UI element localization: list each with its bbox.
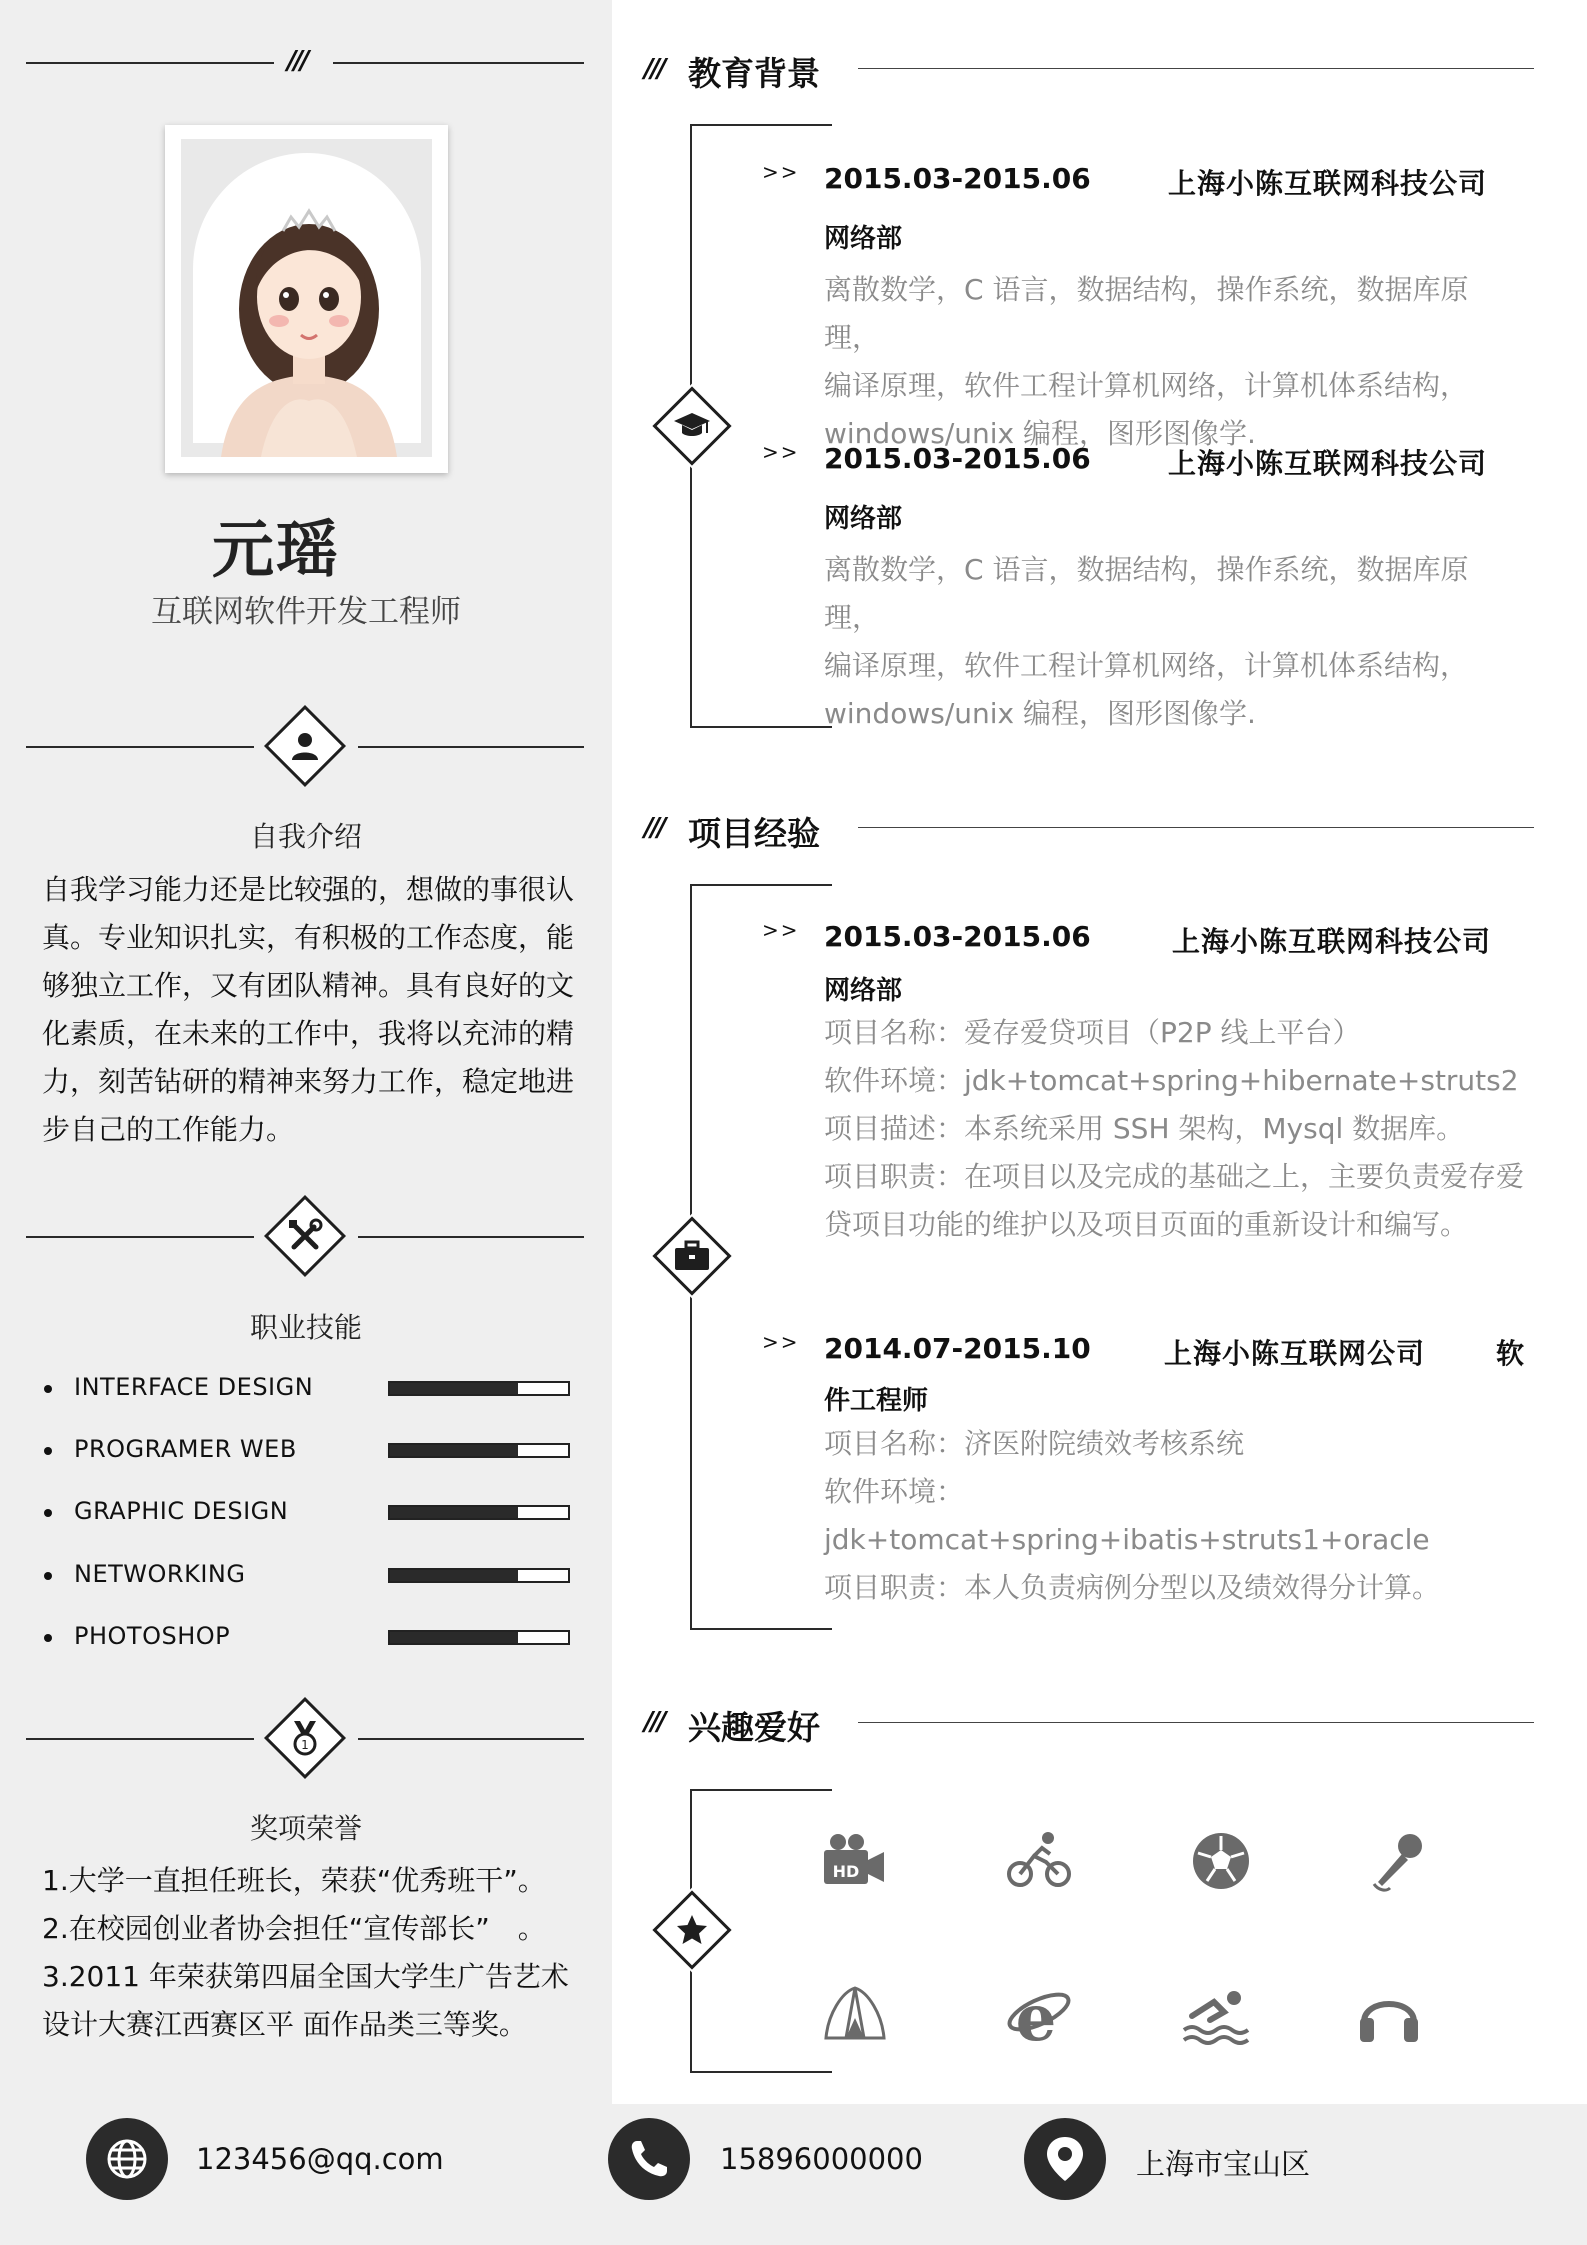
detail-line: 离散数学，C 语言，数据结构，操作系统，数据库原理， [824,553,1469,634]
detail-line: 离散数学，C 语言，数据结构，操作系统，数据库原理， [824,273,1469,354]
skills-heading: 职业技能 [249,1311,362,1344]
skill-bar [388,1630,570,1645]
entry-arrow: >> [762,918,800,942]
detail-line: 项目名称：济医附院绩效考核系统 [824,1427,1245,1460]
projects-rule [858,827,1534,828]
entry-org-tail: 软 [1496,1337,1526,1370]
skill-bar-fill [390,1445,518,1456]
video-camera-hd-icon [820,1826,890,1896]
skill-bar-fill [390,1507,518,1518]
top-divider-left [26,62,274,64]
skill-bar-fill [390,1383,518,1394]
internet-explorer-icon [1004,1980,1074,2050]
intro-line: 力，刻苦钻研的精神来努力工作，稳定地进 [42,1065,575,1098]
skill-row [44,1618,574,1658]
briefcase-icon [662,1226,722,1286]
swimming-icon [1180,1980,1250,2050]
skill-row [44,1556,574,1596]
skill-label: GRAPHIC DESIGN [74,1497,289,1525]
entry-dept: 网络部 [824,976,903,1006]
hobbies-mark: /// [644,1707,664,1737]
intro-line: 够独立工作，又有团队精神。具有良好的文 [42,969,575,1002]
graduation-cap-icon [662,396,722,456]
intro-heading: 自我介绍 [249,820,362,853]
cycling-icon [1004,1826,1074,1896]
bullet [44,1509,52,1517]
person-icon [275,716,335,776]
detail-line: 编译原理，软件工程计算机网络，计算机体系结构， [824,369,1469,402]
entry-dept: 件工程师 [824,1386,929,1416]
detail-line: 项目描述：本系统采用 SSH 架构，Mysql 数据库。 [824,1112,1465,1145]
phone-icon [608,2118,690,2200]
location-pin-icon [1024,2118,1106,2200]
bullet [44,1572,52,1580]
skill-bar [388,1505,570,1520]
detail-line: 项目职责：本人负责病例分型以及绩效得分计算。 [824,1571,1441,1604]
skill-label: PHOTOSHOP [74,1622,231,1650]
award-line: 1.大学一直担任班长，荣获“优秀班干”。 [42,1864,546,1897]
detail-line: windows/unix 编程，图形图像学. [824,417,1256,450]
entry-details [824,1420,1544,1612]
entry-arrow: >> [762,1330,800,1354]
entry-dept: 网络部 [824,504,903,534]
entry-arrow: >> [762,160,800,184]
awards-text [42,1857,602,2049]
skill-label: PROGRAMER WEB [74,1435,297,1463]
projects-heading: 项目经验 [688,814,820,853]
intro-line: 化素质，在未来的工作中，我将以充沛的精 [42,1017,575,1050]
medal-icon [275,1708,335,1768]
microphone-icon [1364,1826,1434,1896]
entry-org: 上海小陈互联网科技公司 [1172,925,1492,958]
education-heading: 教育背景 [688,54,820,93]
skill-bar-fill [390,1570,518,1581]
entry-details [824,1009,1544,1249]
education-rule [858,68,1534,69]
entry-arrow: >> [762,440,800,464]
skill-label: INTERFACE DESIGN [74,1373,314,1401]
detail-line: 项目职责：在项目以及完成的基础之上，主要负责爱存爱 [824,1160,1525,1193]
top-divider-mark: /// [287,46,307,76]
award-line: 设计大赛江西赛区平 面作品类三等奖。 [42,2008,527,2041]
skill-bar [388,1443,570,1458]
svg-text:1: 1 [301,1738,309,1752]
profile-name: 元瑶 [211,513,340,586]
entry-date: 2015.03-2015.06 [824,162,1091,195]
entry-org: 上海小陈互联网科技公司 [1168,447,1488,480]
detail-line: 项目名称：爱存爱贷项目（P2P 线上平台） [824,1016,1361,1049]
award-line: 3.2011 年荣获第四届全国大学生广告艺术 [42,1960,569,1993]
avatar [165,125,448,473]
contact-footer [0,2104,1587,2245]
detail-line: 贷项目功能的维护以及项目页面的重新设计和编写。 [824,1208,1469,1241]
detail-line: 软件环境：jdk+tomcat+spring+hibernate+struts2 [824,1064,1519,1097]
intro-text [42,866,582,1154]
entry-details [824,546,1524,738]
skill-bar [388,1381,570,1396]
soccer-ball-icon [1186,1826,1256,1896]
contact-phone[interactable]: 15896000000 [720,2142,923,2176]
education-mark: /// [644,54,664,84]
entry-date: 2015.03-2015.06 [824,920,1091,953]
awards-divider-right [358,1738,584,1740]
skill-row [44,1369,574,1409]
skill-label: NETWORKING [74,1560,246,1588]
entry-dept: 网络部 [824,224,903,254]
skills-divider-right [358,1236,584,1238]
skill-bar [388,1568,570,1583]
skills-divider-left [26,1236,254,1238]
award-line: 2.在校园创业者协会担任“宣传部长” 。 [42,1912,546,1945]
star-icon [662,1900,722,1960]
entry-details [824,266,1524,458]
profile-title: 互联网软件开发工程师 [151,594,461,630]
detail-line: 软件环境：jdk+tomcat+spring+ibatis+struts1+oracle [824,1475,1430,1556]
hobbies-heading: 兴趣爱好 [688,1708,820,1747]
top-divider-right [333,62,584,64]
globe-icon [86,2118,168,2200]
projects-mark: /// [644,813,664,843]
sidebar [0,0,612,2245]
entry-date: 2015.03-2015.06 [824,442,1091,475]
detail-line: windows/unix 编程，图形图像学. [824,697,1256,730]
bullet [44,1447,52,1455]
svg-text:HD: HD [832,1862,860,1881]
skill-bar-fill [390,1632,518,1643]
tools-icon [275,1206,335,1266]
avatar-illustration [181,139,432,457]
hobbies-rule [858,1722,1534,1723]
bullet [44,1634,52,1642]
skill-row [44,1493,574,1533]
intro-line: 步自己的工作能力。 [42,1113,295,1146]
entry-date: 2014.07-2015.10 [824,1332,1091,1365]
awards-heading: 奖项荣誉 [249,1812,362,1845]
svg-text:e: e [1015,1981,1057,2050]
awards-divider-left [26,1738,254,1740]
detail-line: 编译原理，软件工程计算机网络，计算机体系结构， [824,649,1469,682]
tent-icon [820,1980,890,2050]
contact-address: 上海市宝山区 [1136,2147,1311,2181]
intro-line: 真。专业知识扎实，有积极的工作态度，能 [42,921,575,954]
intro-divider-left [26,746,254,748]
intro-divider-right [358,746,584,748]
entry-org: 上海小陈互联网公司 [1164,1337,1426,1370]
headphones-icon [1354,1980,1424,2050]
intro-line: 自我学习能力还是比较强的，想做的事很认 [42,873,575,906]
bullet [44,1385,52,1393]
contact-email[interactable]: 123456@qq.com [196,2142,444,2176]
entry-org: 上海小陈互联网科技公司 [1168,167,1488,200]
skill-row [44,1431,574,1471]
